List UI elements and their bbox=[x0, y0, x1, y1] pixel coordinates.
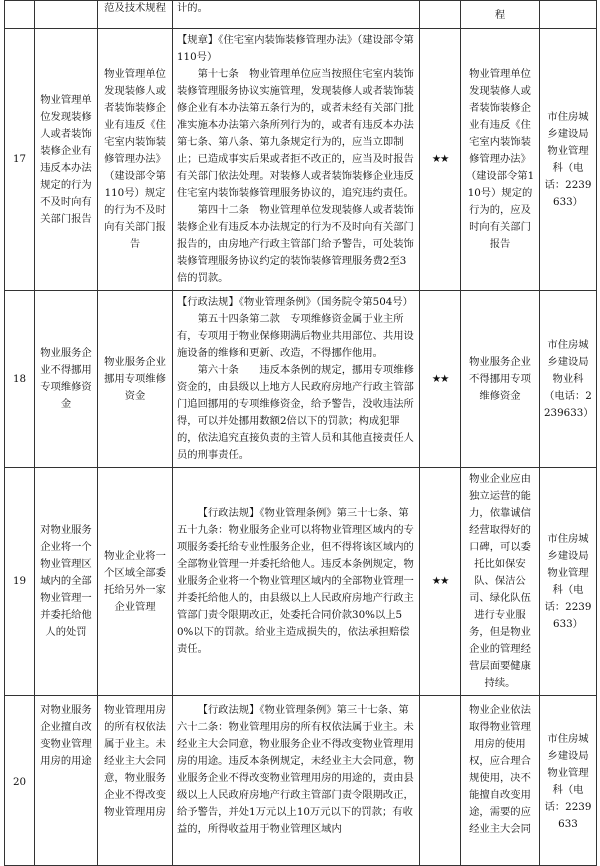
row-level-stars: ★★ bbox=[420, 291, 461, 468]
regulation-table bbox=[4, 0, 597, 866]
row-number: 18 bbox=[5, 291, 35, 468]
table-row bbox=[5, 696, 597, 866]
header-cell-level bbox=[420, 1, 461, 29]
header-cell-no bbox=[5, 1, 35, 29]
row-basis bbox=[173, 696, 420, 866]
row-standard: 物业服务企业不得挪用专项维修资金 bbox=[461, 291, 540, 468]
header-cell-sub: 范及技术规程 bbox=[98, 1, 173, 29]
row-basis bbox=[173, 291, 420, 468]
table-row bbox=[5, 291, 597, 468]
row-department: 市住房城乡建设局物业科（电话：2239633） bbox=[540, 291, 597, 468]
row-level-stars: ★★ bbox=[420, 468, 461, 696]
table-header-row bbox=[5, 1, 597, 29]
basis-paragraph: 【行政法规】《物业管理条例》第三十七条、第六十二条：物业管理用房的所有权依法属于业主。未经业主大会同意，物业服务企业不得改变物业管理用房的用途。违反本条例规定，未经业主大会同意，物业服务企业不得改变物业管理用房的用途的，责由县级以上人民政府房地产行政主管部门责令限期改正，给予警告，并处1万元以上10万元以下的罚款；有收益的，所得收益用于物业管理区域内 bbox=[177, 704, 414, 835]
basis-paragraph: 第五十四条第二款 专项维修资金属于业主所有，专项用于物业保修期满后物业共用部位、共用设施设备的维修和更新、改造，不得挪作他用。 bbox=[177, 313, 414, 359]
row-item: 物业管理单位发现装修人或者装饰装修企业有违反本办法规定的行为不及时向有关部门报告 bbox=[35, 29, 98, 291]
row-standard: 物业企业依法取得物业管理用房的使用权，应合理合规使用，决不能擅自改变用途，需要的应经业主大会同 bbox=[461, 696, 540, 866]
row-sub-item: 物业管理用房的所有权依法属于业主。未经业主大会同意，物业服务企业不得改变物业管理用房 bbox=[98, 696, 173, 866]
row-number: 17 bbox=[5, 29, 35, 291]
header-cell-item bbox=[35, 1, 98, 29]
row-number: 19 bbox=[5, 468, 35, 696]
row-basis bbox=[173, 468, 420, 696]
header-cell-basis: 计的。 bbox=[173, 1, 420, 29]
basis-paragraph: 【行政法规】《物业管理条例》第三十七条、第五十九条：物业服务企业可以将物业管理区域内的专项服务委托给专业性服务企业，但不得将该区域内的全部物业管理一并委托给他人。违反本条例规定，物业服务企业将一个物业管理区域内的全部物业管理一并委托给他人的，由县级以上人民政府房地产行政主管部门责令限期改正，处委托合同价款30%以上50%以下的罚款。给业主造成损失的，依法承担赔偿责任。 bbox=[177, 507, 414, 655]
basis-paragraph: 第四十二条 物业管理单位发现装修人或者装饰装修企业有违反本办法规定的行为不及时向有关部门报告的，由房地产行政主管部门给予警告，可处装饰装修管理服务协议约定的装饰装修管理服务费2至3倍的罚款。 bbox=[177, 204, 414, 284]
row-sub-item: 物业管理单位发现装修人或者装饰装修企业有违反《住宅室内装饰装修管理办法》（建设部令第110号）规定的行为不及时向有关部门报告 bbox=[98, 29, 173, 291]
table-row bbox=[5, 29, 597, 291]
basis-paragraph: 第六十条 违反本条例的规定，挪用专项维修资金的，由县级以上地方人民政府房地产行政主管部门追回挪用的专项维修资金，给予警告，没收违法所得，可以并处挪用数额2倍以下的罚款；构成犯罪的，依法追究直接负责的主管人员和其他直接责任人员的刑事责任。 bbox=[177, 364, 414, 461]
row-standard: 物业企业应由独立运营的能力，依靠诚信经营取得好的口碑，可以委托比如保安队、保洁公司、绿化队伍进行专业服务，但是物业企业的管理经营层面要健康持续。 bbox=[461, 468, 540, 696]
row-department: 市住房城乡建设局物业管理科（电话：2239633） bbox=[540, 29, 597, 291]
row-level-stars: ★★ bbox=[420, 29, 461, 291]
row-standard: 物业管理单位发现装修人或者装饰装修企业有违反《住宅室内装饰装修管理办法》（建设部令第110号）规定的行为的，应及时向有关部门报告 bbox=[461, 29, 540, 291]
row-item: 物业服务企业不得挪用专项维修资金 bbox=[35, 291, 98, 468]
row-sub-item: 物业企业将一个区域全部委托给另外一家企业管理 bbox=[98, 468, 173, 696]
row-sub-item: 物业服务企业挪用专项维修资金 bbox=[98, 291, 173, 468]
row-level-stars bbox=[420, 696, 461, 866]
basis-title: 【行政法规】《物业管理条例》（国务院令第504号） bbox=[177, 296, 413, 308]
header-cell-dept bbox=[540, 1, 597, 29]
basis-paragraph: 第十七条 物业管理单位应当按照住宅室内装饰装修管理服务协议实施管理，发现装修人或者装饰装修企业有本办法第五条行为的，或者未经有关部门批准实施本办法第六条所列行为的，或者有违反本办法第七条、第八条、第九条规定行为的，应当立即制止；已造成事实后果或者拒不改正的，应当及时报告有关部门依法处理。对装修人或者装饰装修企业违反住宅室内装饰装修管理服务协议的，追究违约责任。 bbox=[177, 68, 414, 199]
row-department: 市住房城乡建设局物业管理科（电话：2239633） bbox=[540, 468, 597, 696]
row-basis bbox=[173, 29, 420, 291]
row-item: 对物业服务企业将一个物业管理区域内的全部物业管理一并委托给他人的处罚 bbox=[35, 468, 98, 696]
row-department: 市住房城乡建设局物业管理科（电话：2239633 bbox=[540, 696, 597, 866]
basis-title: 【规章】《住宅室内装饰装修管理办法》（建设部令第110号） bbox=[177, 34, 414, 63]
header-cell-std: 程 bbox=[461, 1, 540, 29]
row-item: 对物业服务企业擅自改变物业管理用房的用途 bbox=[35, 696, 98, 866]
table-row bbox=[5, 468, 597, 696]
row-number: 20 bbox=[5, 696, 35, 866]
